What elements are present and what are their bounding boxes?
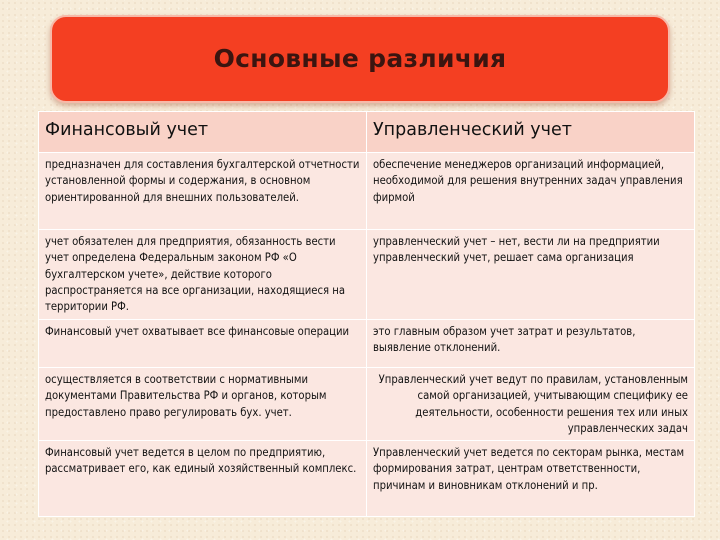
table-row [39,368,695,441]
title-banner [50,15,670,103]
cell-management: управленческий учет – нет, вести ли на предприятии управленческий учет, решает сама организация [367,230,695,320]
cell-financial: предназначен для составления бухгалтерской отчетности установленной формы и содержания, в основном ориентированной для внешних пользователей. [39,153,367,230]
cell-management: Управленческий учет ведется по секторам рынка, местам формирования затрат, центрам ответственности, причинам и виновникам отклонений и пр. [367,441,695,517]
cell-financial: осуществляется в соответствии с нормативными документами Правительства РФ и органов, которым предоставлено право регулировать бух. учет. [39,368,367,441]
header-management-accounting: Управленческий учет [367,112,695,153]
page-title: Основные различия [213,43,507,73]
table-row [39,230,695,320]
comparison-table [38,111,695,517]
cell-financial: Финансовый учет охватывает все финансовые операции [39,320,367,368]
cell-management: это главным образом учет затрат и результатов, выявление отклонений. [367,320,695,368]
table-row [39,441,695,517]
cell-financial: Финансовый учет ведется в целом по предприятию, рассматривает его, как единый хозяйственный комплекс. [39,441,367,517]
table-row [39,153,695,230]
table-header-row [39,112,695,153]
header-financial-accounting: Финансовый учет [39,112,367,153]
cell-management: обеспечение менеджеров организаций информацией, необходимой для решения внутренних задач управления фирмой [367,153,695,230]
table-row [39,320,695,368]
cell-management: Управленческий учет ведут по правилам, установленным самой организацией, учитывающим специфику ее деятельности, особенности решения тех или иных управленческих задач [367,368,695,441]
cell-financial: учет обязателен для предприятия, обязанность вести учет определена Федеральным законом РФ «О бухгалтерском учете», действие которого распространяется на все организации, находящиеся на территории РФ. [39,230,367,320]
